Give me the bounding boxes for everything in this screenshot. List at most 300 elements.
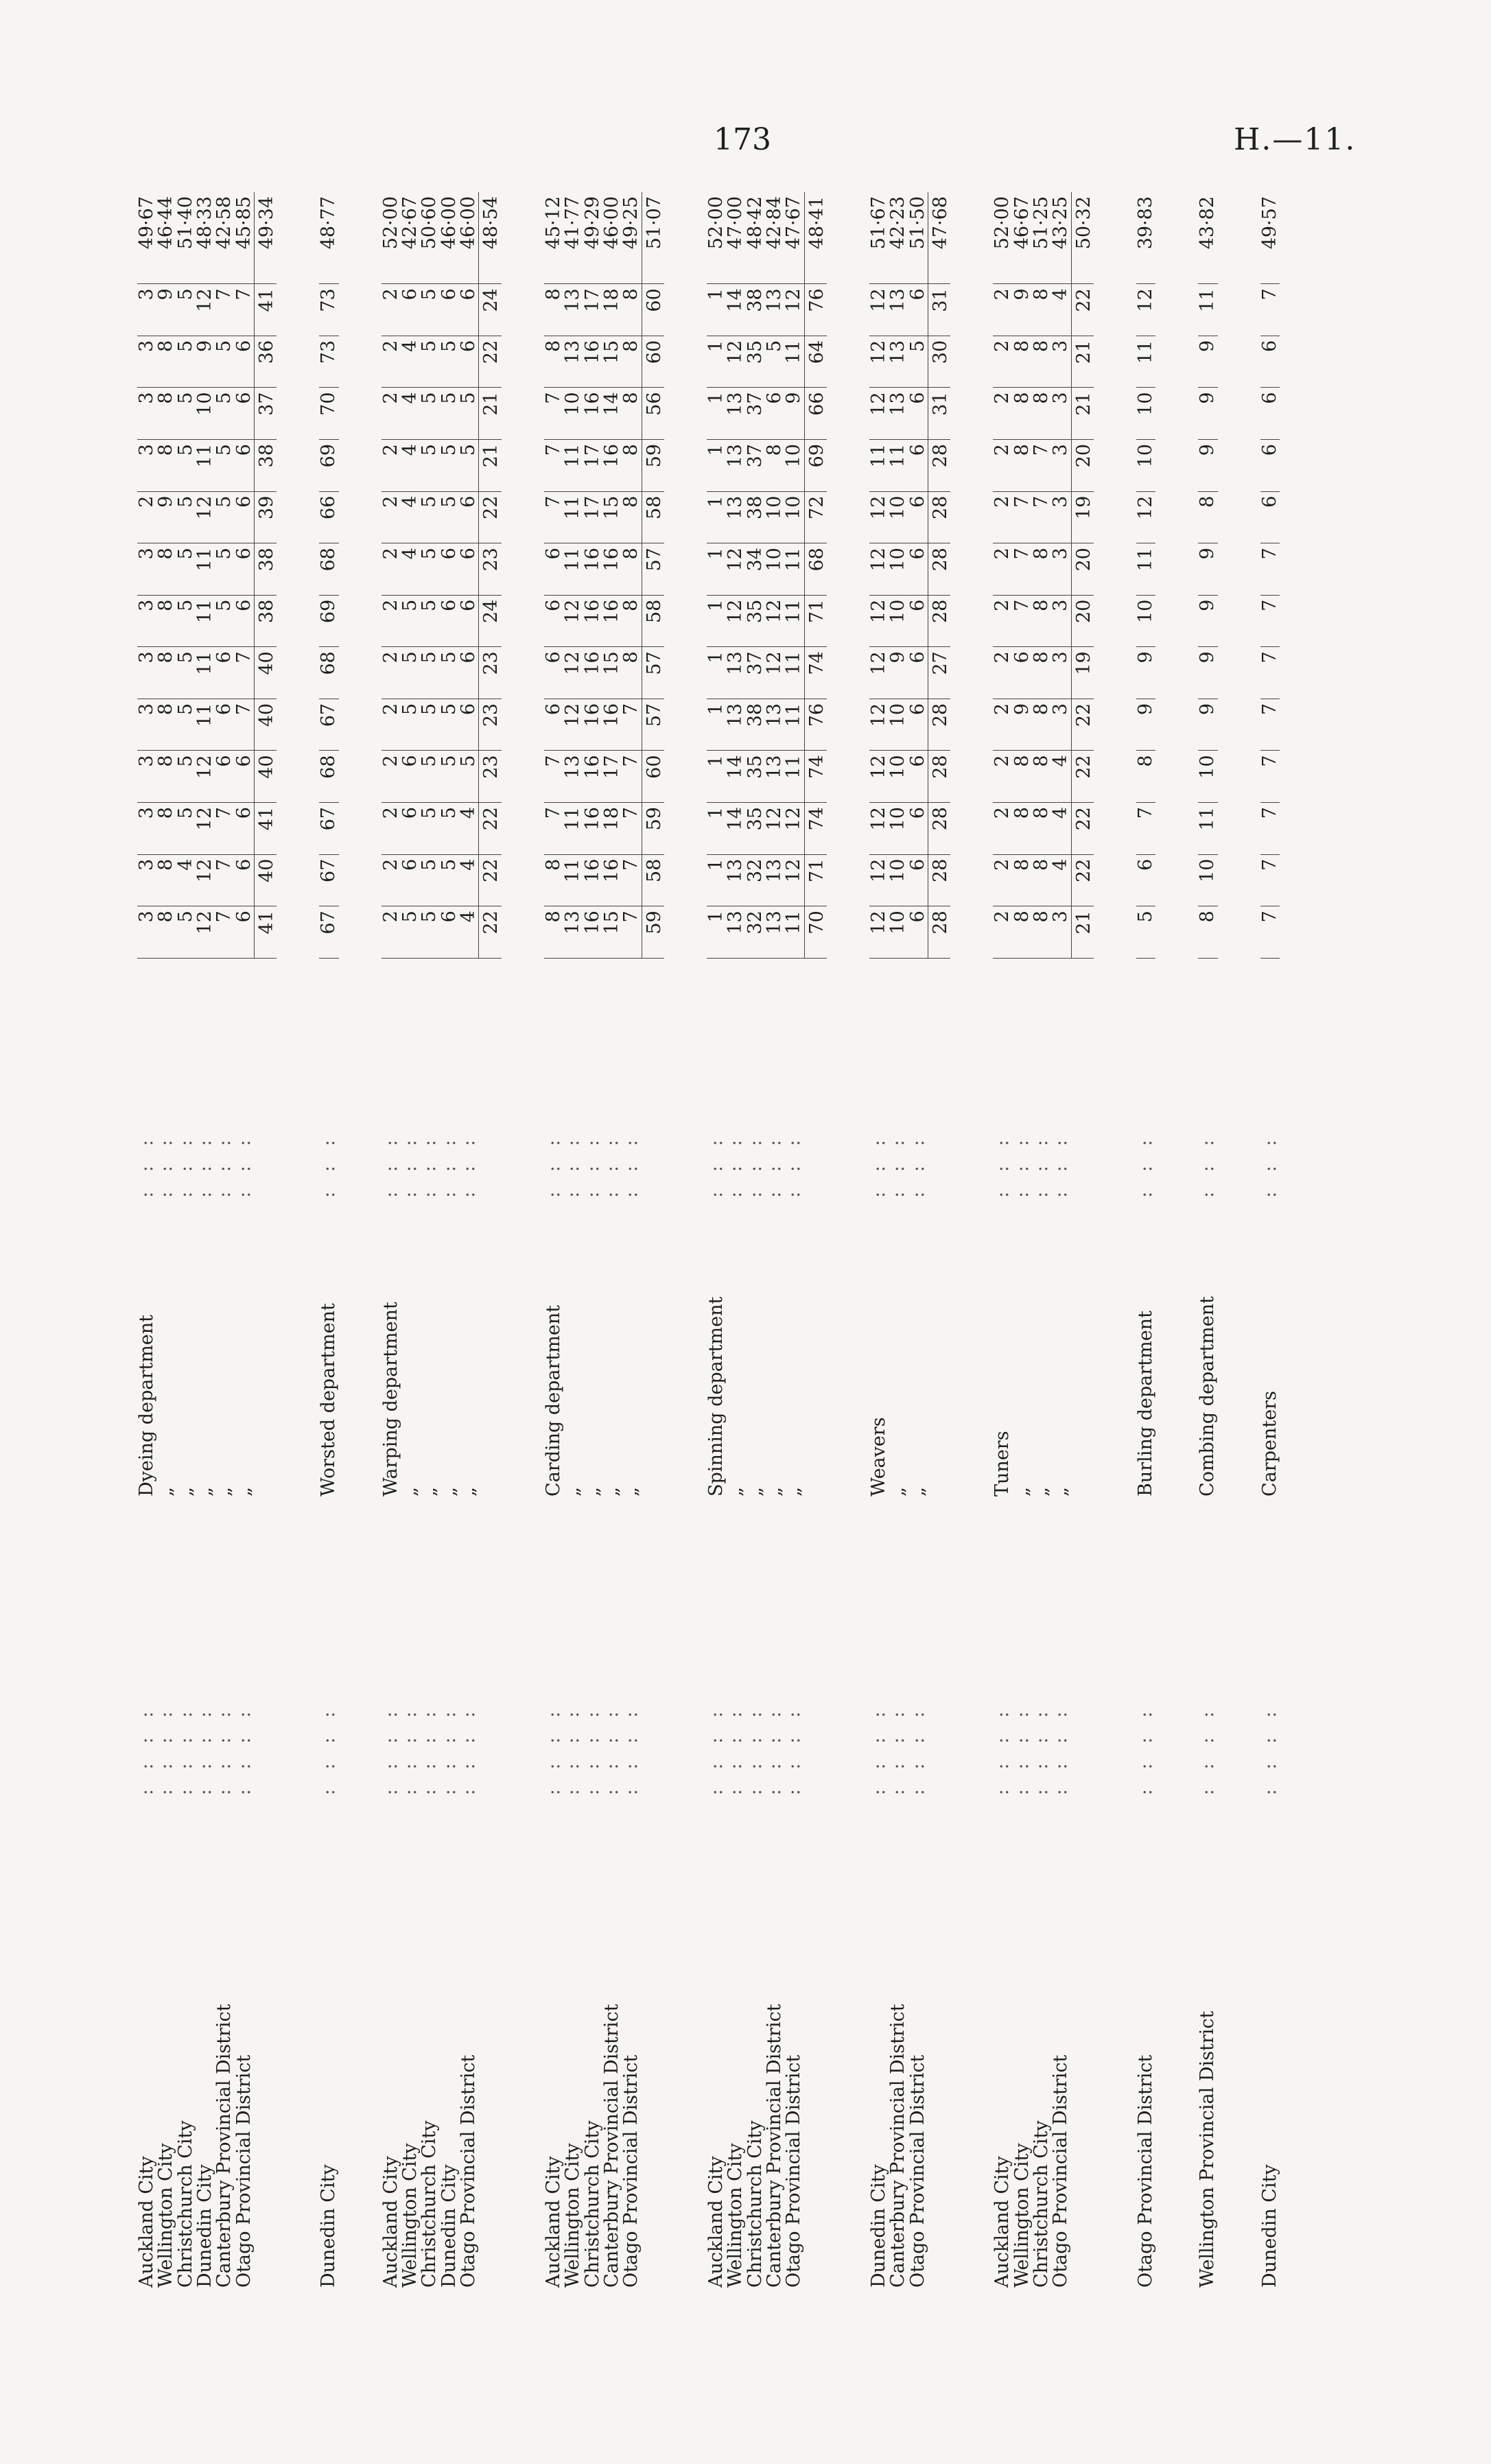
count-cell: 10 xyxy=(563,388,583,440)
count-cell: 12 xyxy=(563,699,583,751)
count-cell: 7 xyxy=(215,284,234,336)
count-cell: 32 xyxy=(746,854,765,906)
average-cell: 50·60 xyxy=(420,192,439,284)
count-cell: 3 xyxy=(137,595,156,647)
table-total-row xyxy=(479,192,502,2292)
location-cell: Christchurch City xyxy=(174,2120,196,2288)
count-cell: 13 xyxy=(765,699,784,751)
count-cell: 12 xyxy=(784,803,804,855)
count-cell: 6 xyxy=(459,491,479,543)
count-cell: 5 xyxy=(908,336,928,388)
count-cell: 8 xyxy=(1032,595,1051,647)
count-cell: 8 xyxy=(622,543,642,596)
table-total-row xyxy=(928,192,950,2292)
count-cell: 21 xyxy=(1071,388,1094,440)
count-cell: 7 xyxy=(1136,803,1155,855)
count-cell: 11 xyxy=(784,906,804,959)
count-cell: 5 xyxy=(215,543,234,596)
count-cell: 23 xyxy=(479,751,502,803)
count-cell: 12 xyxy=(869,388,889,440)
count-cell: 8 xyxy=(1032,854,1051,906)
department-cell: Worsted department xyxy=(318,1303,340,1497)
count-cell: 2 xyxy=(993,699,1012,751)
count-cell: 11 xyxy=(784,699,804,751)
count-cell: 6 xyxy=(544,647,563,699)
count-cell: 3 xyxy=(1051,543,1071,596)
count-cell: 67 xyxy=(319,854,338,906)
count-cell: 12 xyxy=(765,803,784,855)
count-cell: 38 xyxy=(746,491,765,543)
count-cell: 6 xyxy=(459,543,479,596)
count-cell: 11 xyxy=(784,595,804,647)
count-cell: 11 xyxy=(784,543,804,596)
count-cell: 69 xyxy=(804,440,827,492)
count-cell: 2 xyxy=(381,803,401,855)
count-cell: 12 xyxy=(196,803,215,855)
count-cell: 9 xyxy=(889,647,908,699)
location-cell: Otago Provincial District xyxy=(620,2054,642,2288)
department-cell xyxy=(928,1202,950,1501)
count-cell: 5 xyxy=(440,699,459,751)
count-cell: 22 xyxy=(479,906,502,959)
average-cell: 48·54 xyxy=(479,192,502,284)
table-row xyxy=(889,192,908,2292)
department-cell: „ xyxy=(174,1486,196,1497)
count-cell: 5 xyxy=(440,854,459,906)
count-cell: 37 xyxy=(746,440,765,492)
count-cell: 8 xyxy=(765,440,784,492)
count-cell: 6 xyxy=(401,284,420,336)
count-cell: 8 xyxy=(156,336,176,388)
count-cell: 28 xyxy=(928,854,950,906)
count-cell: 12 xyxy=(196,491,215,543)
leader-dots xyxy=(1071,958,1094,1201)
count-cell: 68 xyxy=(319,751,338,803)
count-cell: 8 xyxy=(1013,440,1032,492)
count-cell: 9 xyxy=(1198,699,1217,751)
count-cell: 12 xyxy=(726,336,745,388)
count-cell: 7 xyxy=(1013,595,1032,647)
rotated-wages-table xyxy=(137,192,1345,2292)
count-cell: 9 xyxy=(1013,699,1032,751)
count-cell: 8 xyxy=(544,284,563,336)
count-cell: 1 xyxy=(707,803,726,855)
leader-dots: : : : : xyxy=(600,1704,622,1796)
count-cell: 5 xyxy=(215,388,234,440)
count-cell: 2 xyxy=(381,543,401,596)
count-cell: 12 xyxy=(784,284,804,336)
count-cell: 13 xyxy=(726,699,745,751)
location-cell: Auckland City xyxy=(542,2156,564,2288)
department-cell: „ xyxy=(1050,1486,1072,1497)
count-cell: 34 xyxy=(746,543,765,596)
table-row xyxy=(235,192,255,2292)
count-cell: 6 xyxy=(908,751,928,803)
count-cell: 5 xyxy=(459,440,479,492)
leader-dots xyxy=(642,1501,664,1799)
count-cell: 28 xyxy=(928,906,950,959)
count-cell: 3 xyxy=(137,543,156,596)
table-row xyxy=(622,192,642,2292)
count-cell: 9 xyxy=(156,284,176,336)
count-cell: 11 xyxy=(196,595,215,647)
count-cell: 10 xyxy=(1198,751,1217,803)
count-cell: 16 xyxy=(583,803,602,855)
count-cell: 8 xyxy=(156,906,176,959)
table-row xyxy=(746,192,765,2292)
average-cell: 39·83 xyxy=(1136,192,1155,284)
count-cell: 14 xyxy=(726,751,745,803)
count-cell: 74 xyxy=(804,751,827,803)
count-cell: 23 xyxy=(479,647,502,699)
count-cell: 17 xyxy=(583,284,602,336)
count-cell: 8 xyxy=(1013,906,1032,959)
average-cell: 48·77 xyxy=(319,192,338,284)
count-cell: 7 xyxy=(1013,491,1032,543)
average-cell: 46·44 xyxy=(156,192,176,284)
leader-dots: : : : : xyxy=(194,1704,216,1796)
count-cell: 5 xyxy=(176,284,196,336)
count-cell: 6 xyxy=(440,543,459,596)
count-cell: 6 xyxy=(235,336,255,388)
count-cell: 7 xyxy=(1260,699,1280,751)
leader-dots: : : : xyxy=(1197,1133,1219,1198)
department-cell: Burling department xyxy=(1135,1311,1157,1497)
count-cell: 5 xyxy=(420,854,439,906)
count-cell: 12 xyxy=(784,854,804,906)
count-cell: 10 xyxy=(889,906,908,959)
count-cell: 15 xyxy=(602,491,622,543)
count-cell: 39 xyxy=(255,491,277,543)
location-cell xyxy=(479,1799,502,2292)
department-cell: „ xyxy=(399,1486,421,1497)
department-cell: „ xyxy=(581,1486,603,1497)
leader-dots: : : : xyxy=(887,1133,909,1198)
count-cell: 2 xyxy=(381,751,401,803)
count-cell: 8 xyxy=(1013,803,1032,855)
count-cell: 8 xyxy=(1032,388,1051,440)
count-cell: 6 xyxy=(908,699,928,751)
count-cell: 38 xyxy=(255,440,277,492)
leader-dots xyxy=(804,1501,827,1799)
count-cell: 4 xyxy=(401,388,420,440)
count-cell: 11 xyxy=(563,440,583,492)
count-cell: 10 xyxy=(889,491,908,543)
leader-dots: : : : : xyxy=(783,1704,805,1796)
location-cell: Christchurch City xyxy=(581,2120,603,2288)
location-cell: Wellington City xyxy=(399,2143,421,2288)
gap-cell xyxy=(502,192,544,2292)
average-cell: 51·07 xyxy=(642,192,664,284)
leader-dots: : : : : xyxy=(174,1704,196,1796)
count-cell: 21 xyxy=(1071,906,1094,959)
location-cell: Canterbury Provincial District xyxy=(600,2004,622,2288)
leader-dots: : : : : xyxy=(620,1704,642,1796)
count-cell: 11 xyxy=(889,440,908,492)
count-cell: 5 xyxy=(176,803,196,855)
count-cell: 1 xyxy=(707,543,726,596)
leader-dots: : : : xyxy=(906,1133,928,1198)
count-cell: 8 xyxy=(156,751,176,803)
count-cell: 5 xyxy=(401,699,420,751)
leader-dots: : : : xyxy=(136,1133,157,1198)
count-cell: 11 xyxy=(196,647,215,699)
leader-dots xyxy=(928,1501,950,1799)
count-cell: 58 xyxy=(642,491,664,543)
department-cell xyxy=(804,1202,827,1501)
count-cell: 5 xyxy=(420,543,439,596)
count-cell: 21 xyxy=(1071,336,1094,388)
average-cell: 48·33 xyxy=(196,192,215,284)
count-cell: 13 xyxy=(726,440,745,492)
leader-dots: : : : xyxy=(419,1133,441,1198)
count-cell: 2 xyxy=(381,388,401,440)
count-cell: 4 xyxy=(1051,751,1071,803)
count-cell: 8 xyxy=(1032,803,1051,855)
count-cell: 72 xyxy=(804,491,827,543)
count-cell: 7 xyxy=(235,699,255,751)
count-cell: 6 xyxy=(459,699,479,751)
leader-dots: : : : xyxy=(744,1133,766,1198)
table-row xyxy=(784,192,804,2292)
count-cell: 3 xyxy=(1051,336,1071,388)
count-cell: 11 xyxy=(563,543,583,596)
count-cell: 60 xyxy=(642,336,664,388)
leader-dots: : : : xyxy=(438,1133,460,1198)
count-cell: 12 xyxy=(196,284,215,336)
table-row xyxy=(1136,192,1155,2292)
gap-cell xyxy=(950,192,993,2292)
count-cell: 12 xyxy=(1136,491,1155,543)
count-cell: 6 xyxy=(235,751,255,803)
count-cell: 7 xyxy=(544,388,563,440)
count-cell: 5 xyxy=(215,336,234,388)
count-cell: 28 xyxy=(928,699,950,751)
count-cell: 14 xyxy=(726,803,745,855)
count-cell: 6 xyxy=(908,440,928,492)
count-cell: 6 xyxy=(908,803,928,855)
count-cell: 6 xyxy=(235,388,255,440)
location-cell: Wellington City xyxy=(562,2143,584,2288)
average-cell: 52·00 xyxy=(381,192,401,284)
count-cell: 3 xyxy=(137,803,156,855)
count-cell: 5 xyxy=(420,595,439,647)
count-cell: 16 xyxy=(583,595,602,647)
location-cell: Dunedin City xyxy=(318,2164,340,2288)
count-cell: 31 xyxy=(928,388,950,440)
location-cell: Dunedin City xyxy=(1258,2164,1280,2288)
department-cell: „ xyxy=(233,1486,255,1497)
count-cell: 7 xyxy=(1013,543,1032,596)
count-cell: 20 xyxy=(1071,543,1094,596)
leader-dots: : : : xyxy=(1135,1133,1157,1198)
count-cell: 9 xyxy=(1198,336,1217,388)
count-cell: 10 xyxy=(1198,854,1217,906)
count-cell: 70 xyxy=(319,388,338,440)
count-cell: 10 xyxy=(765,543,784,596)
count-cell: 8 xyxy=(156,803,176,855)
count-cell: 40 xyxy=(255,751,277,803)
location-cell: Canterbury Provincial District xyxy=(763,2004,785,2288)
table-row xyxy=(196,192,215,2292)
gap-cell xyxy=(827,192,869,2292)
count-cell: 13 xyxy=(726,906,745,959)
count-cell: 16 xyxy=(583,854,602,906)
leader-dots xyxy=(255,958,277,1201)
count-cell: 3 xyxy=(137,647,156,699)
count-cell: 6 xyxy=(1260,336,1280,388)
count-cell: 2 xyxy=(993,336,1012,388)
count-cell: 5 xyxy=(176,491,196,543)
leader-dots: : : : : xyxy=(725,1704,747,1796)
department-cell: Weavers xyxy=(867,1417,889,1497)
count-cell: 4 xyxy=(401,440,420,492)
average-cell: 43·82 xyxy=(1198,192,1217,284)
count-cell: 5 xyxy=(176,543,196,596)
leader-dots: : : : xyxy=(458,1133,480,1198)
group-gap xyxy=(277,192,319,2292)
count-cell: 5 xyxy=(440,491,459,543)
count-cell: 6 xyxy=(1136,854,1155,906)
count-cell: 7 xyxy=(544,491,563,543)
count-cell: 19 xyxy=(1071,491,1094,543)
count-cell: 16 xyxy=(583,543,602,596)
count-cell: 12 xyxy=(196,906,215,959)
leader-dots xyxy=(928,958,950,1201)
table-total-row xyxy=(804,192,827,2292)
count-cell: 2 xyxy=(993,751,1012,803)
count-cell: 7 xyxy=(1260,543,1280,596)
leader-dots: : : : xyxy=(318,1133,340,1198)
table-row xyxy=(1198,192,1217,2292)
count-cell: 8 xyxy=(622,388,642,440)
location-cell: Otago Provincial District xyxy=(458,2054,480,2288)
page-code: H.—11. xyxy=(1234,122,1357,157)
count-cell: 13 xyxy=(726,491,745,543)
count-cell: 3 xyxy=(1051,491,1071,543)
leader-dots: : : : xyxy=(867,1133,889,1198)
location-cell: Christchurch City xyxy=(1031,2120,1052,2288)
count-cell: 9 xyxy=(1198,440,1217,492)
count-cell: 6 xyxy=(440,906,459,959)
count-cell: 38 xyxy=(746,699,765,751)
count-cell: 13 xyxy=(765,751,784,803)
count-cell: 1 xyxy=(707,906,726,959)
count-cell: 7 xyxy=(235,647,255,699)
table-row xyxy=(602,192,622,2292)
count-cell: 60 xyxy=(642,751,664,803)
table-row xyxy=(401,192,420,2292)
table-row xyxy=(869,192,889,2292)
count-cell: 8 xyxy=(156,854,176,906)
count-cell: 5 xyxy=(176,906,196,959)
location-cell: Otago Provincial District xyxy=(1050,2054,1072,2288)
count-cell: 13 xyxy=(563,751,583,803)
count-cell: 57 xyxy=(642,699,664,751)
count-cell: 41 xyxy=(255,803,277,855)
leader-dots: : : : xyxy=(783,1133,805,1198)
count-cell: 4 xyxy=(1051,284,1071,336)
leader-dots: : : : xyxy=(763,1133,785,1198)
count-cell: 8 xyxy=(544,854,563,906)
count-cell: 59 xyxy=(642,906,664,959)
count-cell: 2 xyxy=(381,699,401,751)
count-cell: 2 xyxy=(993,854,1012,906)
count-cell: 5 xyxy=(440,751,459,803)
count-cell: 18 xyxy=(602,803,622,855)
count-cell: 8 xyxy=(156,699,176,751)
leader-dots: : : : : xyxy=(867,1704,889,1796)
count-cell: 40 xyxy=(255,854,277,906)
count-cell: 6 xyxy=(544,595,563,647)
count-cell: 13 xyxy=(889,388,908,440)
table-row xyxy=(1051,192,1071,2292)
count-cell: 5 xyxy=(401,595,420,647)
count-cell: 13 xyxy=(889,336,908,388)
count-cell: 5 xyxy=(420,491,439,543)
count-cell: 13 xyxy=(765,906,784,959)
average-cell: 43·25 xyxy=(1051,192,1071,284)
average-cell: 45·85 xyxy=(235,192,255,284)
count-cell: 5 xyxy=(176,647,196,699)
count-cell: 8 xyxy=(622,491,642,543)
count-cell: 21 xyxy=(479,440,502,492)
count-cell: 13 xyxy=(726,854,745,906)
count-cell: 4 xyxy=(459,803,479,855)
count-cell: 24 xyxy=(479,284,502,336)
count-cell: 16 xyxy=(602,543,622,596)
count-cell: 8 xyxy=(622,595,642,647)
count-cell: 28 xyxy=(928,751,950,803)
count-cell: 6 xyxy=(544,699,563,751)
location-cell: Canterbury Provincial District xyxy=(887,2004,909,2288)
count-cell: 3 xyxy=(137,336,156,388)
leader-dots: : : : xyxy=(155,1133,177,1198)
count-cell: 12 xyxy=(869,595,889,647)
count-cell: 12 xyxy=(563,595,583,647)
count-cell: 10 xyxy=(1136,388,1155,440)
table-row xyxy=(420,192,439,2292)
group-gap xyxy=(339,192,381,2292)
count-cell: 8 xyxy=(622,336,642,388)
average-cell: 42·23 xyxy=(889,192,908,284)
count-cell: 13 xyxy=(563,906,583,959)
table-row xyxy=(1032,192,1051,2292)
count-cell: 8 xyxy=(156,595,176,647)
count-cell: 10 xyxy=(196,388,215,440)
count-cell: 74 xyxy=(804,647,827,699)
count-cell: 5 xyxy=(401,647,420,699)
count-cell: 8 xyxy=(1032,543,1051,596)
wages-table xyxy=(137,192,1280,2292)
count-cell: 16 xyxy=(602,595,622,647)
group-gap xyxy=(1094,192,1136,2292)
department-cell: „ xyxy=(887,1486,909,1497)
count-cell: 3 xyxy=(137,699,156,751)
count-cell: 2 xyxy=(993,388,1012,440)
gap-cell xyxy=(664,192,707,2292)
count-cell: 8 xyxy=(1032,751,1051,803)
leader-dots: : : : : xyxy=(906,1704,928,1796)
group-gap xyxy=(1155,192,1198,2292)
count-cell: 3 xyxy=(137,751,156,803)
count-cell: 6 xyxy=(401,751,420,803)
count-cell: 12 xyxy=(869,906,889,959)
count-cell: 13 xyxy=(889,284,908,336)
count-cell: 6 xyxy=(1260,440,1280,492)
count-cell: 2 xyxy=(993,595,1012,647)
table-total-row xyxy=(1071,192,1094,2292)
